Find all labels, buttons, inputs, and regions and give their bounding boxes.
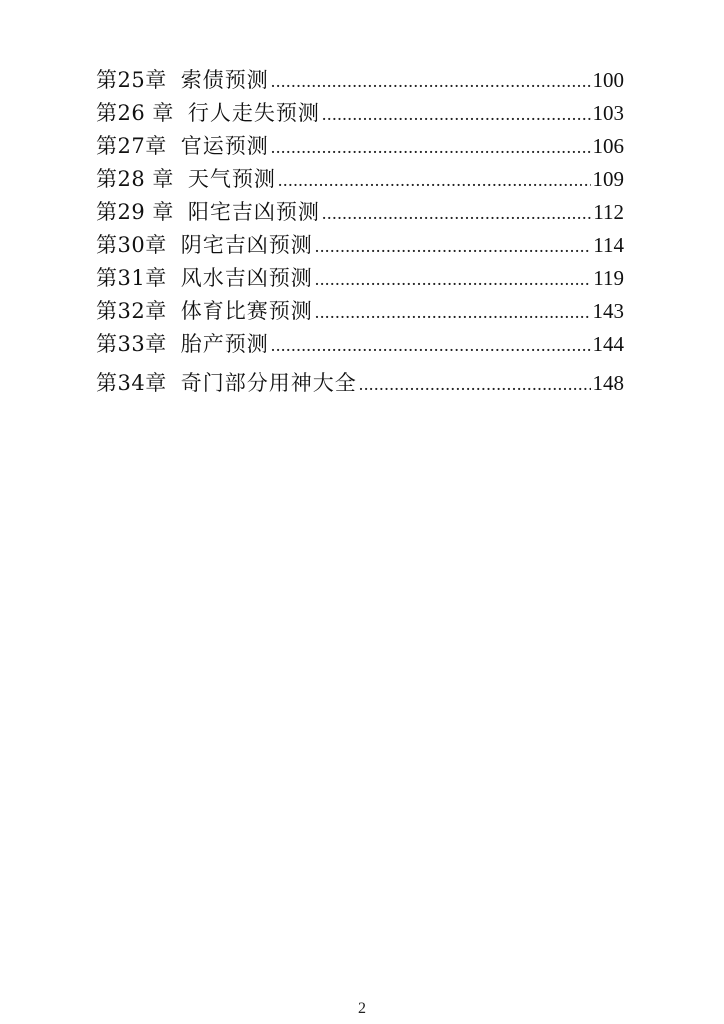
chapter-page: 144 [592,332,624,356]
dot-leader [271,131,591,164]
dot-leader [322,197,591,230]
dot-leader [359,368,591,401]
chapter-number: 第25章 [96,68,167,92]
chapter-number: 第29 章 [96,200,174,224]
dot-leader [322,98,591,131]
chapter-title: 索债预测 [180,68,269,92]
toc-entry-27[interactable] [96,130,624,163]
chapter-title: 阳宅吉凶预测 [187,200,320,224]
toc-entry-25[interactable] [96,64,624,97]
toc-entry-33[interactable] [96,328,624,361]
chapter-title: 阴宅吉凶预测 [180,233,313,257]
chapter-number: 第34章 [96,371,167,395]
chapter-page: 112 [593,200,624,224]
dot-leader [271,329,591,362]
chapter-number: 第32章 [96,299,167,323]
chapter-number: 第31章 [96,266,167,290]
chapter-page: 106 [592,134,624,158]
chapter-page: 100 [592,68,624,92]
chapter-number: 第28 章 [96,167,174,191]
chapter-title: 体育比赛预测 [180,299,313,323]
dot-leader [315,263,592,296]
chapter-number: 第33章 [96,332,167,356]
chapter-title: 天气预测 [187,167,276,191]
dot-leader [315,230,592,263]
chapter-page: 103 [592,101,624,125]
chapter-page: 109 [592,167,624,191]
toc-entry-34[interactable] [96,367,624,400]
chapter-title: 官运预测 [180,134,269,158]
toc-entry-26[interactable] [96,97,624,130]
chapter-page: 114 [593,233,624,257]
chapter-number: 第27章 [96,134,167,158]
chapter-title: 风水吉凶预测 [180,266,313,290]
page-number: 2 [358,1000,366,1017]
chapter-number: 第26 章 [96,101,174,125]
chapter-page: 148 [592,371,624,395]
chapter-number: 第30章 [96,233,167,257]
table-of-contents [96,64,624,400]
chapter-title: 胎产预测 [180,332,269,356]
chapter-title: 奇门部分用神大全 [180,371,357,395]
dot-leader [278,164,591,197]
dot-leader [315,296,591,329]
dot-leader [271,65,591,98]
toc-entry-32[interactable] [96,295,624,328]
chapter-page: 143 [592,299,624,323]
chapter-title: 行人走失预测 [187,101,320,125]
chapter-page: 119 [593,266,624,290]
toc-entry-28[interactable] [96,163,624,196]
toc-entry-30[interactable] [96,229,624,262]
toc-entry-29[interactable] [96,196,624,229]
toc-entry-31[interactable] [96,262,624,295]
